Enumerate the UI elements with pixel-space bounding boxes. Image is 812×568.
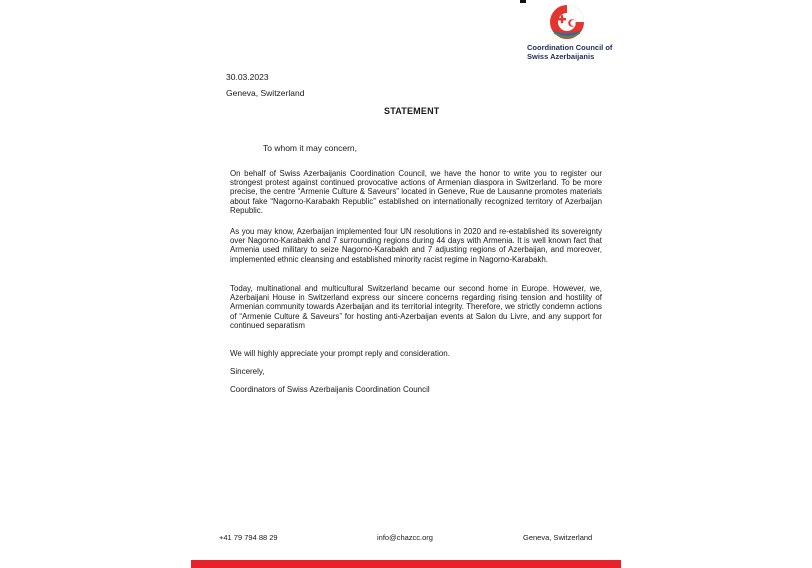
letter-place: Geneva, Switzerland: [226, 88, 305, 98]
org-name-line-1: Coordination Council of: [527, 43, 613, 52]
paragraph-2: As you may know, Azerbaijan implemented four UN resolutions in 2020 and re-established its sovereignty over Nagorno-Karabakh and 7 surrounding regions during 44 days with Armenia. It is well known fact that Armenia used military to seize Nagorno-Karabakh and 7 adjusting regions of Azerbaijan, and moreover, implemented ethnic cleansing and established minority racist regime in Nagorno-Karabakh.: [230, 227, 602, 264]
letter-date: 30.03.2023: [226, 72, 269, 82]
organization-name: [527, 43, 617, 61]
scan-speck: [520, 0, 526, 3]
closing-line: We will highly appreciate your prompt reply and consideration.: [230, 349, 450, 358]
swiss-azerbaijani-emblem-icon: [546, 2, 588, 42]
signature: Coordinators of Swiss Azerbaijanis Coordination Council: [230, 385, 430, 394]
footer-city: Geneva, Switzerland: [523, 533, 593, 542]
paragraph-1: On behalf of Swiss Azerbaijanis Coordination Council, we have the honor to write you to register our strongest protest against continued provocative actions of Armenian diaspora in Switzerland. To be more precise, the centre “Armenie Culture & Saveurs” located in Geneve, Rue de Lausanne promotes materials about fake “Nagorno-Karabakh Republic” established on internationally recognized territory of Azerbaijan Republic.: [230, 169, 602, 215]
sign-off: Sincerely,: [230, 367, 265, 376]
paragraph-3: Today, multinational and multicultural Switzerland became our second home in Europe. However, we, Azerbaijani House in Switzerland express our sincere concerns regarding rising tension and hostility of Armenian community towards Azerbaijan and its territorial integrity. Therefore, we strictly condemn actions of “Armenie Culture & Saveurs” for hosting anti-Azerbaijan events at Salon du Livre, and any support for continued separatism: [230, 284, 602, 330]
footer-red-bar: [191, 560, 621, 568]
footer-email-link[interactable]: info@chazcc.org: [377, 533, 433, 542]
footer-phone: +41 79 794 88 29: [219, 533, 278, 542]
greeting: To whom it may concern,: [263, 143, 358, 153]
statement-title: STATEMENT: [384, 106, 440, 116]
org-name-line-2: Swiss Azerbaijanis: [527, 52, 595, 61]
